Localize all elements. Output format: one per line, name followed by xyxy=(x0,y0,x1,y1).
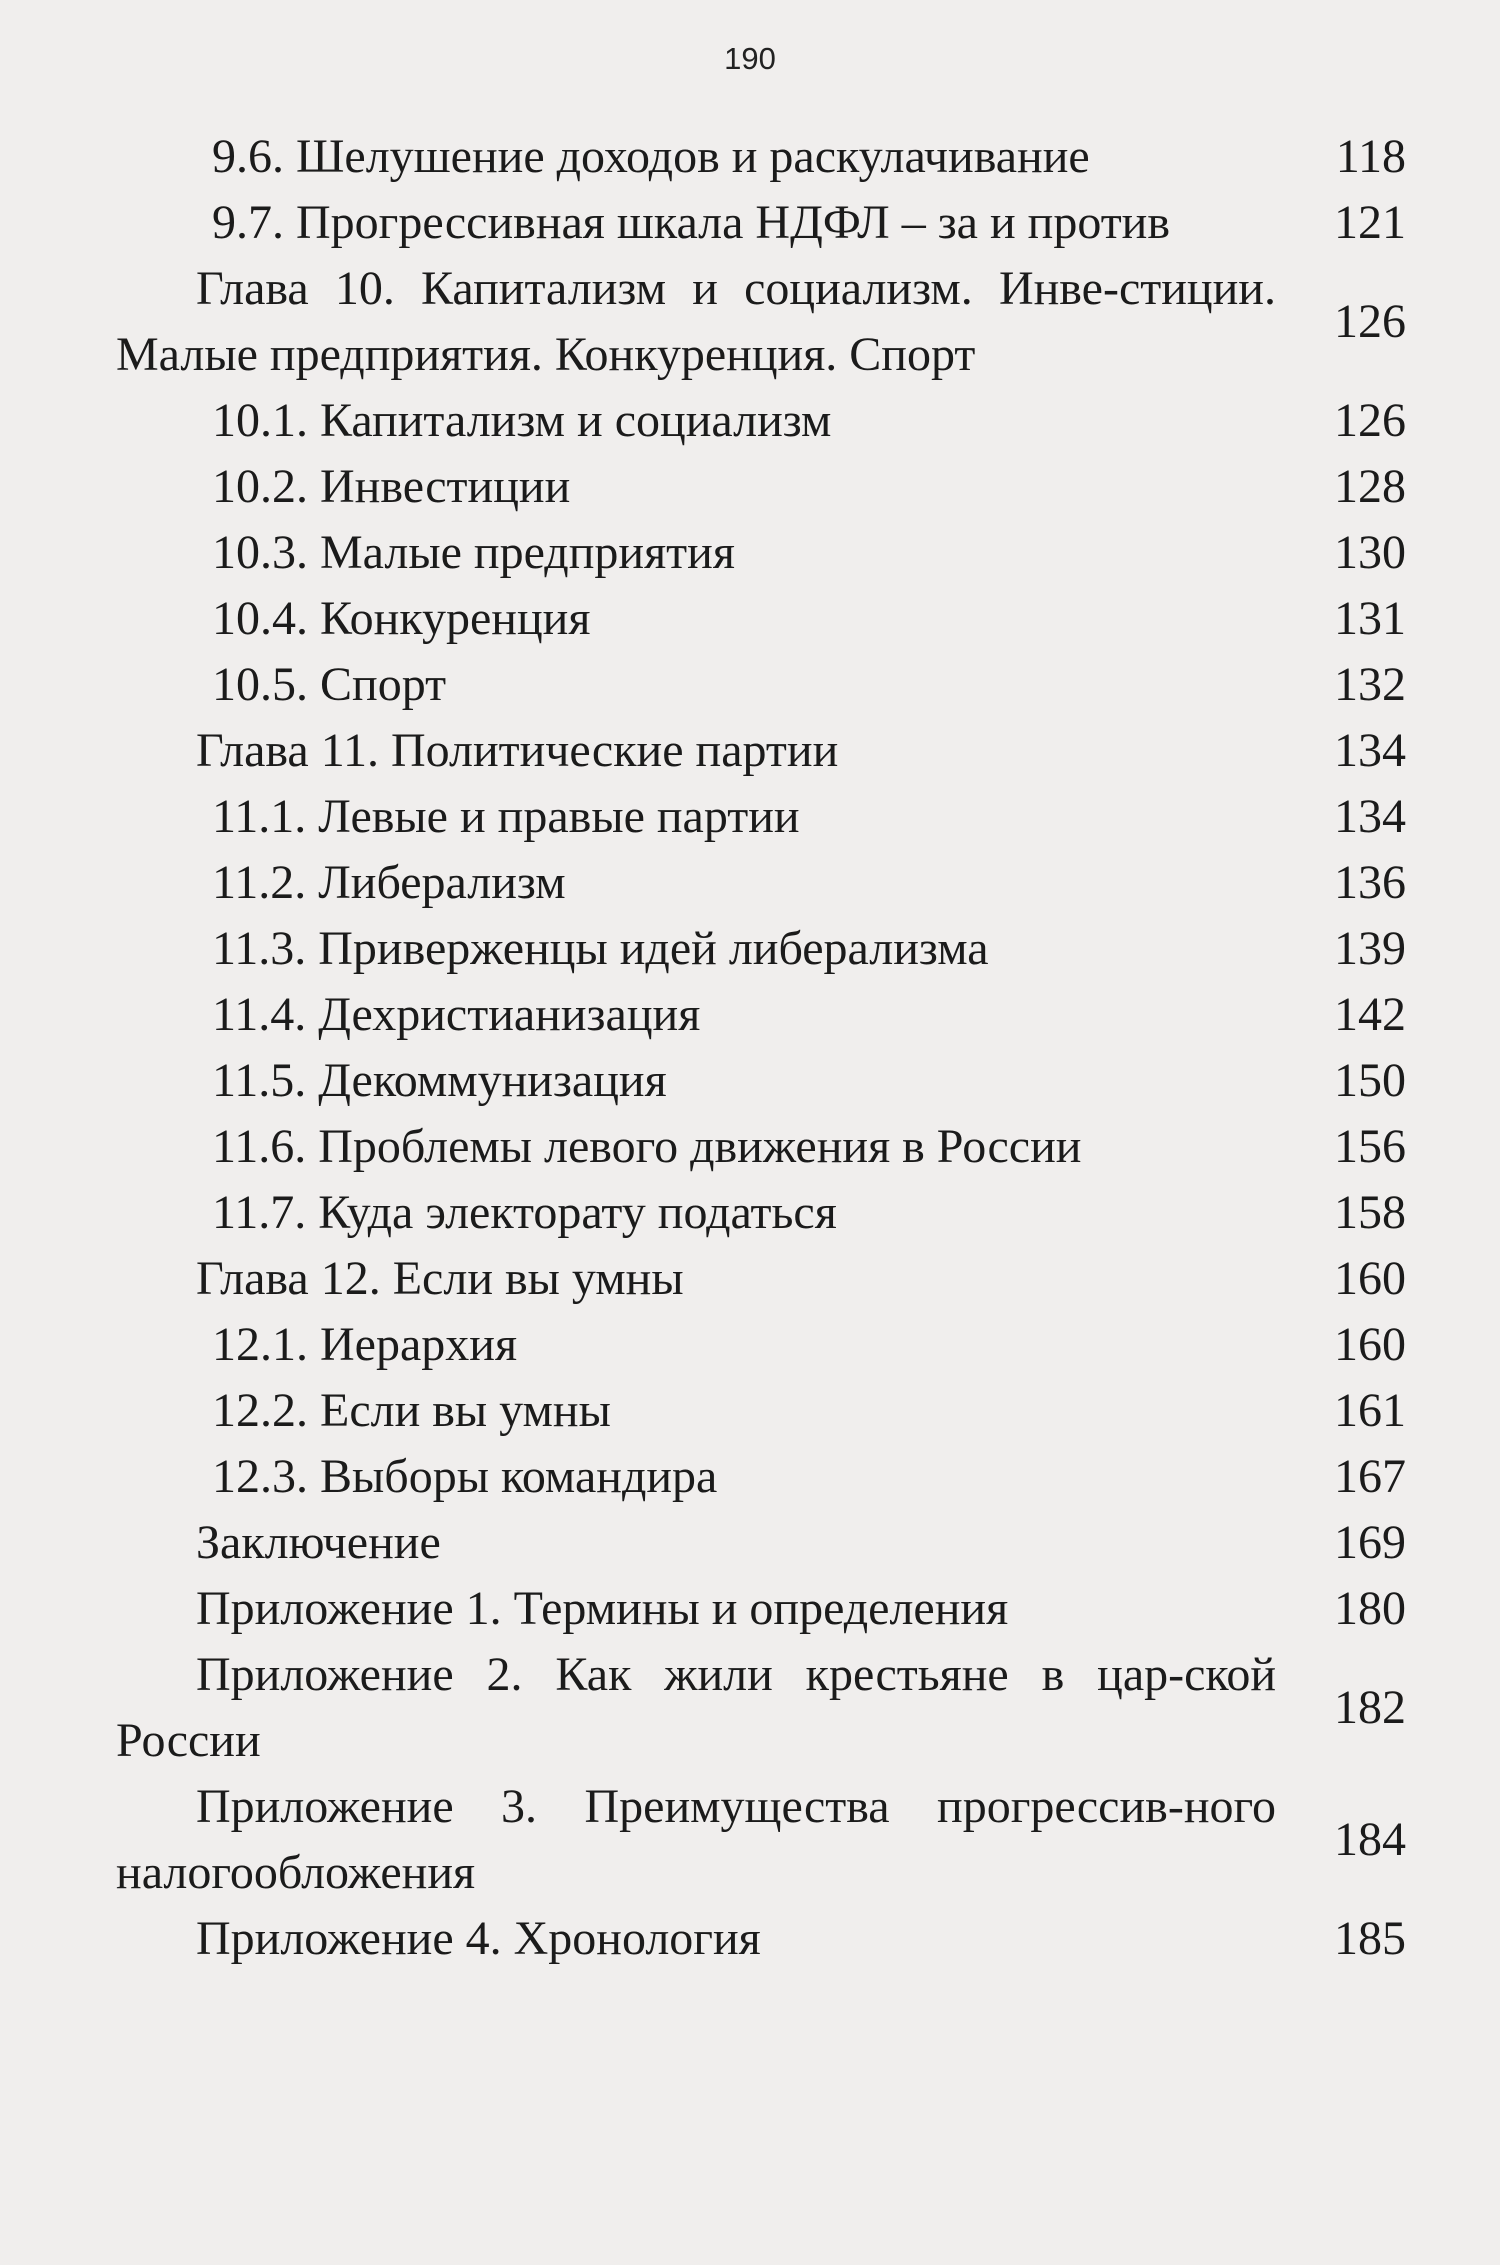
toc-entry xyxy=(116,1906,1406,1972)
toc-entry-page: 185 xyxy=(1334,1912,1406,1965)
toc-entry xyxy=(116,784,1406,850)
toc-entry xyxy=(116,190,1406,256)
toc-entry-page: 158 xyxy=(1334,1186,1406,1239)
toc-entry-title: 11.4. Дехристианизация xyxy=(212,988,701,1041)
toc-entry-page: 182 xyxy=(1334,1681,1406,1734)
toc-entry-title: Глава 11. Политические партии xyxy=(196,724,839,777)
toc-entry-title: Приложение 4. Хронология xyxy=(196,1912,761,1965)
toc-entry xyxy=(116,1378,1406,1444)
toc-entry xyxy=(116,850,1406,916)
toc-entry xyxy=(116,1048,1406,1114)
toc-entry xyxy=(116,1642,1406,1774)
toc-entry xyxy=(116,1510,1406,1576)
toc-entry xyxy=(116,520,1406,586)
toc-entry-page: 130 xyxy=(1334,526,1406,579)
toc-entry-page: 126 xyxy=(1334,295,1406,348)
toc-entry xyxy=(116,1114,1406,1180)
toc-entry-title: 9.7. Прогрессивная шкала НДФЛ – за и против xyxy=(212,196,1171,249)
toc-entry-page: 142 xyxy=(1334,988,1406,1041)
toc-entry-title: 9.6. Шелушение доходов и раскулачивание xyxy=(212,130,1090,183)
toc-entry xyxy=(116,652,1406,718)
toc-entry xyxy=(116,454,1406,520)
toc-entry-title: Приложение 3. Преимущества прогрессив-​ного налогообложения xyxy=(116,1780,1276,1899)
toc-entry xyxy=(116,1312,1406,1378)
toc-entry xyxy=(116,982,1406,1048)
toc-entry-page: 161 xyxy=(1334,1384,1406,1437)
toc-entry-page: 136 xyxy=(1334,856,1406,909)
toc-entry-title: 11.7. Куда электорату податься xyxy=(212,1186,837,1239)
toc-entry-page: 167 xyxy=(1334,1450,1406,1503)
toc-entry-title: 11.2. Либерализм xyxy=(212,856,566,909)
toc-entry-page: 132 xyxy=(1334,658,1406,711)
toc-entry-page: 184 xyxy=(1334,1813,1406,1866)
toc-entry-title: 10.4. Конкуренция xyxy=(212,592,591,645)
toc-entry-title: Глава 10. Капитализм и социализм. Инве-​стиции. Малые предприятия. Конкуренция. Спорт xyxy=(116,262,1276,381)
toc-entry-page: 150 xyxy=(1334,1054,1406,1107)
toc-entry-title: Приложение 2. Как жили крестьяне в цар-​ской России xyxy=(116,1648,1276,1767)
toc-entry-title: 12.2. Если вы умны xyxy=(212,1384,611,1437)
toc-entry-page: 180 xyxy=(1334,1582,1406,1635)
toc-entry-title: Приложение 1. Термины и определения xyxy=(196,1582,1009,1635)
toc-entry-title: 10.3. Малые предприятия xyxy=(212,526,735,579)
table-of-contents xyxy=(116,124,1406,1972)
toc-entry-title: 12.3. Выборы командира xyxy=(212,1450,718,1503)
toc-entry-title: Глава 12. Если вы умны xyxy=(196,1252,684,1305)
toc-entry-title: 11.6. Проблемы левого движения в России xyxy=(212,1120,1082,1173)
toc-entry-page: 160 xyxy=(1334,1318,1406,1371)
toc-entry-page: 121 xyxy=(1334,196,1406,249)
toc-entry xyxy=(116,916,1406,982)
toc-entry-page: 160 xyxy=(1334,1252,1406,1305)
toc-entry-page: 134 xyxy=(1334,724,1406,777)
toc-entry-page: 118 xyxy=(1335,130,1406,183)
toc-entry-title: 10.2. Инвестиции xyxy=(212,460,571,513)
toc-entry-title: 11.1. Левые и правые партии xyxy=(212,790,800,843)
toc-entry-page: 128 xyxy=(1334,460,1406,513)
toc-entry-page: 156 xyxy=(1334,1120,1406,1173)
toc-entry-page: 169 xyxy=(1334,1516,1406,1569)
toc-entry xyxy=(116,1444,1406,1510)
toc-entry xyxy=(116,1774,1406,1906)
toc-entry-title: Заключение xyxy=(196,1516,441,1569)
toc-entry xyxy=(116,1180,1406,1246)
toc-entry-title: 12.1. Иерархия xyxy=(212,1318,518,1371)
page-number: 190 xyxy=(724,41,776,76)
toc-entry-title: 10.5. Спорт xyxy=(212,658,447,711)
toc-entry xyxy=(116,718,1406,784)
toc-entry xyxy=(116,388,1406,454)
toc-entry xyxy=(116,256,1406,388)
toc-entry-page: 126 xyxy=(1334,394,1406,447)
toc-entry xyxy=(116,586,1406,652)
toc-entry-page: 134 xyxy=(1334,790,1406,843)
toc-entry-page: 139 xyxy=(1334,922,1406,975)
toc-entry-title: 11.3. Приверженцы идей либерализма xyxy=(212,922,989,975)
toc-entry-title: 10.1. Капитализм и социализм xyxy=(212,394,832,447)
toc-entry xyxy=(116,124,1406,190)
toc-entry-page: 131 xyxy=(1334,592,1406,645)
toc-entry-title: 11.5. Декоммунизация xyxy=(212,1054,667,1107)
toc-entry xyxy=(116,1576,1406,1642)
toc-entry xyxy=(116,1246,1406,1312)
